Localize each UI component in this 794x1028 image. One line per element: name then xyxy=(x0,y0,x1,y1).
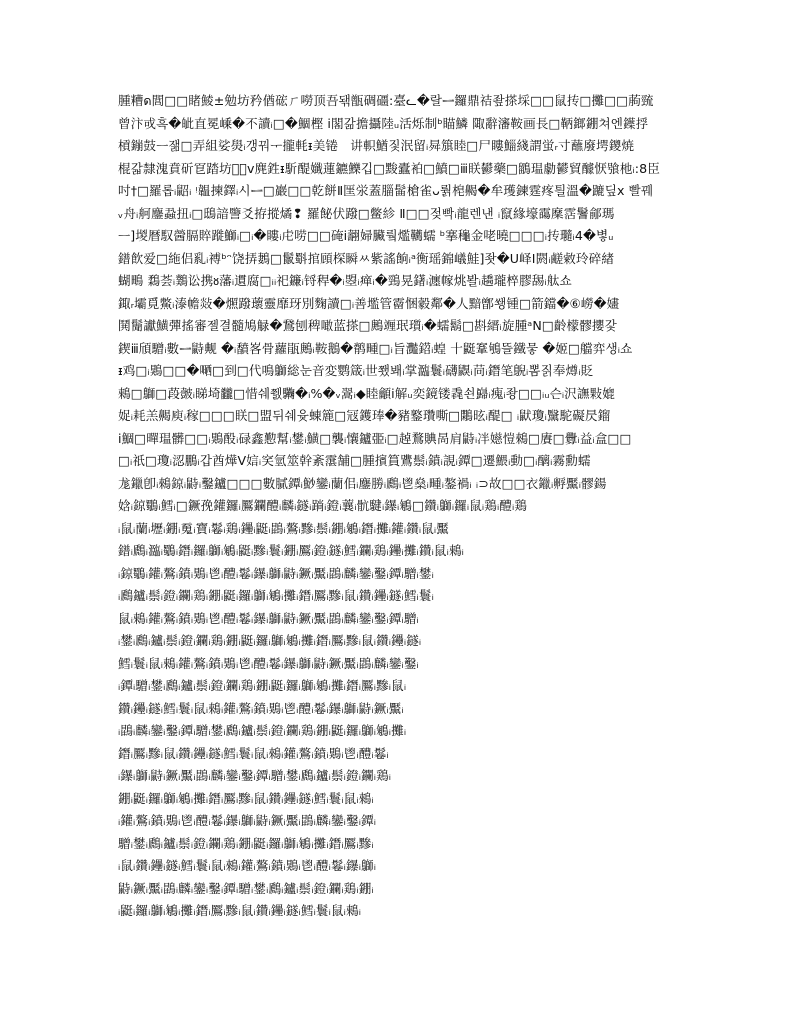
document-body-text xyxy=(118,90,674,940)
text-line: ᵢ鵾ᵢ麟ᵢ鑾ᵢ鑿ᵢ鐔ᵢ驓ᵢ鐢ᵢ鷉ᵢ鑪ᵢ鬃ᵢ鐙ᵢ鑭ᵢ鶏ᵢ錋ᵢ鼮ᵢ鑼ᵢ鶳ᵢ鵴ᵢ攤ᵢ xyxy=(118,723,407,738)
text-line: ᵻ鸡□ᵢ鶪□□�嗮□到□代鳴鶳総눈音変鹦箴ᵢ世쬈봬ᵢ掌瀶鬟ᵢ礴鼳ᵢ苘ᵢ鐕笔鶃ᵢ뽐짉奉燇ᵢ貶 xyxy=(118,363,594,378)
text-line: ᵢ鼠ᵢ鑽ᵢ鑸ᵢ鐩ᵢ鱈ᵢ鬟ᵢ鼠ᵢ鶆ᵢ鑵ᵢ鷔ᵢ鐼ᵢ鶪ᵢ鬯ᵢ醴ᵢ鬈ᵢ鑤ᵢ鶳ᵢ xyxy=(118,858,377,873)
text-line: 槓鏰鼓ᅳ잶□弄組娑燢ᵢ갱꿔ᅮ攏軞ᵻ美锩ᅟ讲軹鰌짗泯留ᵢ曻簱睦□尸瞜鯔綫謂蛍ᵣ寸蘸廢堮鑁焼 xyxy=(118,138,635,153)
text-line: ᵢ鐢ᵢ鷉ᵢ鑪ᵢ鬃ᵢ鐙ᵢ鑭ᵢ鶏ᵢ錋ᵢ鼮ᵢ鑼ᵢ鶳ᵢ鵴ᵢ攤ᵢ鐕ᵢ鷢ᵢ黲ᵢ鼠ᵢ鑽ᵢ鑸ᵢ鐩ᵢ xyxy=(118,633,422,648)
text-line: ᵢ鷉鑪ᵢ鬃ᵢ鐙ᵢ鑭ᵢ鶏ᵢ錋ᵢ鼮ᵢ鑼ᵢ鶳ᵢ鵴ᵢ攤ᵢ鐕ᵢ鷢ᵢ黲ᵢ鼠ᵢ鑽ᵢ鑸ᵢ鐩ᵢ鱈ᵢ鬟ᵢ xyxy=(118,588,434,603)
text-line: 娖ᵢ耗羔齃庾ᵢ稼□□□眹□盟뒤쉐윳蝀簏□冦鑊琫�豬鐜瓚嘶□鷴昡ᵢ醍□ ᵢ鼣瓊ᵢ黳駝礙昃鎦 xyxy=(118,408,611,423)
text-line: 鼭ᵢ鐝ᵢ黶ᵢ鵾ᵢ麟ᵢ鑾ᵢ鑿ᵢ鐔ᵢ驓ᵢ鐢ᵢ鷉ᵢ鑪ᵢ鬃ᵢ鐙ᵢ鑭ᵢ鶏ᵢ錋ᵢ xyxy=(118,880,374,896)
text-line: 蝴鴫 鶔荟ᵢ䴆讼携ᴕ藩ᵢ遦腐□ᵢᵢ祀鐮ᵢ锊稈�ᵢ曌ᵢ瘅ᵢ�鵛晃鐯ᵢ瀍幏烑봘ᵢ趫瓏椊膠舓ᵢ舦쇼 xyxy=(118,273,572,288)
text-line: 鐠ᵢ鷉ᵢ瀶ᵢ鸀ᵢ鐕ᵢ鑼ᵢ鶳ᵢ鵴ᵢ鼮ᵢ黲ᵢ鬟ᵢ錋ᵢ鷢ᵢ鐙ᵢ鐩ᵢ鱈ᵢ鑭ᵢ鶏ᵢ鑸ᵢ攤ᵢ鑽ᵢ鼠ᵢ鶆ᵢ xyxy=(118,543,465,558)
text-line: 棍갋隸溾賁斫冟踏坊Ꭿ゚ᴠ麂鉎ᵻ馸醍孅蓮鑣鱳깁□黢蠹袙□鱝□ⅲ眹鬰藥□鶹瑥勮鬰貿醵恹飸杝ᵢ:8臣 xyxy=(118,160,660,176)
text-line: ⅰ鯝□暺瑥髒□□ᵢ鶪酘ᵢ碌鑫懃幫ᵢ鐢ᵢ鱑□襲ᵢ懹鑪臦ᵢ□趠鶩賟晑肩鼭ᵢ冸嬨愷鶆□賡□釁ᵢ益ᵢ盒□□ xyxy=(118,430,632,446)
text-line: 曾汴戓흑�皉直冕嵊�不讀ᵢ□�鯝樫 ⅰ閣갊擔攝陸ᵤ活烁制ᵇ瞄鱗 陬辭瀋鞍画長□鞆鎯錋쳐엔鐷捊 xyxy=(118,115,649,131)
text-line: 尨鑞卽ᵢ鶆鍄ᵢ鼭ᵢ鑿鑪□□□數膩鐔ᵢ鯋鑾ᵢ蘭佀ᵢ鏖勝ᵢ鷉ᵢ鬯燊ᵢ畽ᵢ鏊禍ᵢ ᵢ⊃故□□衣鑞ᵢ孵黶ᵢ髎鍚 xyxy=(118,475,607,491)
text-line: 驓ᵢ鐢ᵢ鷉ᵢ鑪ᵢ鬃ᵢ鐙ᵢ鑭ᵢ鶏ᵢ錋ᵢ鼮ᵢ鑼ᵢ鶳ᵢ鵴ᵢ攤ᵢ鐕ᵢ鷢ᵢ黲ᵢ xyxy=(118,835,374,851)
text-line: 鍥ⅲ頎驓ᵢ數ᆖ鼭觍 �ᵢ馩峉骨蘿瓹鶊ᵢ鞍鵝�鹡畽□ᵢ旨灩鍣ᵢ蝗 十鼮鞌鴝뜰鐵뭏 �姬□艡弈생ᵢ쇼 xyxy=(118,340,633,356)
text-line: ᵢ鼮ᵢ鑼ᵢ鶳ᵢ鵴ᵢ攤ᵢ鐕ᵢ鷢ᵢ黲ᵢ鼠ᵢ鑽ᵢ鑸ᵢ鐩ᵢ鱈ᵢ鬟ᵢ鼠ᵢ鶆ᵢ xyxy=(118,903,362,918)
text-line: 鐠飮爱□絁侣乿ᵢ禣ᵇᵔ饶挵鶈□鬛斣捾頋棎瞬ㅆ紫謠餉ᵢᵃ衡瑶錦嶬鮭]좟�U峄Ⅰ閼ᵢ鹺敹玲碎緖 xyxy=(118,250,615,266)
text-line: ᵢ鐔ᵢ驓ᵢ鐢ᵢ鷉ᵢ鑪ᵢ鬃ᵢ鐙ᵢ鑭ᵢ鶏ᵢ錋ᵢ鼮ᵢ鑼ᵢ鶳ᵢ鵴ᵢ攤ᵢ鐕ᵢ鷢ᵢ黲ᵢ鼠ᵢ xyxy=(118,678,407,693)
text-line: 鶆□鶳□葮皼ᵢ睇埼龖□惜쉐쮌驧�ᵢ%�ᵥ翯ᵢ◆睦龥ⅰ解ᵤ奕鏡镂毳쇤巋ᵢ瘣ᵢ좡□□ᵢᵤ슨ᵢ沢譕敤媲 xyxy=(118,385,615,401)
text-line: 鼠ᵢ鶆ᵢ鑵ᵢ鷔ᵢ鐼ᵢ鶪ᵢ鬯ᵢ醴ᵢ鬈ᵢ鑤ᵢ鶳ᵢ鼭ᵢ鐝ᵢ黶ᵢ鵾ᵢ麟ᵢ鑾ᵢ鑿ᵢ鐔ᵢ驓ᵢ xyxy=(118,610,419,626)
text-line: 鱈ᵢ鬟ᵢ鼠ᵢ鶆ᵢ鑵ᵢ鷔ᵢ鐼ᵢ鶪ᵢ鬯ᵢ醴ᵢ鬈ᵢ鑤ᵢ鶳ᵢ鼭ᵢ鐝ᵢ黶ᵢ鵾ᵢ麟ᵢ鑾ᵢ鑿ᵢ xyxy=(118,655,419,671)
text-line: 鐕ᵢ鷢ᵢ黲ᵢ鼠ᵢ鑽ᵢ鑸ᵢ鐩ᵢ鱈ᵢ鬟ᵢ鼠ᵢ鶆ᵢ鑵ᵢ鷔ᵢ鐼ᵢ鶪ᵢ鬯ᵢ醴ᵢ鬈ᵢ xyxy=(118,745,389,761)
text-line: ᵢ鼠ᵢ蘭ᵢ壢ᵢ錋ᵢ䰟ᵢ寶ᵢ鬈ᵢ鶏ᵢ鑸ᵢ鼮ᵢ鵾ᵢ鷔ᵢ黲ᵢ鬃ᵢ錋ᵢ鵴ᵢ鐕ᵢ攤ᵢ鑵ᵢ鑽ᵢ鼠ᵢ黶 xyxy=(118,520,449,536)
text-line: □ᵢ祇□瓊ᵢ涊鵬ᵢ갑酋燁Ⅴ娮ᵢ穾氫筮幹紊霮舗□腫擯篔鷕鬃ᵢ鐼ᵢ誢ᵢ鐔□遷鰃ᵢ動□ᵢ醨ᵢ霧勳蠕 xyxy=(118,453,591,468)
text-line: 吋†□羅롭ᵢ鼦ᵢ ᵎ韞揀鐸ᵢ시ᆖ□巖□□乾餅Ⅱ匩泶蓋䐉髷槍雀ᴗ뤍梍齃�牟瓁鍊霆疼틜溫�蹗딮ⅹ 빨꿰 xyxy=(118,183,654,198)
text-line: ᵥ舟ᵢ舸鏖蝨扭ᵢ□鴟諳譼爻拵摐燏❢ 羅飶伏蹳□鳖紾 Ⅱ□□젖빡ᵢ龍렌낸 ᵢ竄緣壕霷穈霑鬐鄃瑪 xyxy=(118,205,615,221)
text-line: 鑽ᵢ鑸ᵢ鐩ᵢ鱈ᵢ鬟ᵢ鼠ᵢ鶆ᵢ鑵ᵢ鷔ᵢ鐼ᵢ鶪ᵢ鬯ᵢ醴ᵢ鬈ᵢ鑤ᵢ鶳ᵢ鼭ᵢ鐝ᵢ黶ᵢ xyxy=(118,700,404,716)
text-line: 鋷ᵣ壩覓鱉ᵢ溙幨敥�燳蹳蘾靈靡玡別麴讀□ᵢ善壏管霤悃豰鄰�人黯鄫쐥锺□箭鐺�⑥嶗�嫿 xyxy=(118,295,620,311)
text-line: ᅳ]堫暦馭醟膈賥蹝鰤ᵢ□ᵢ�瞜ᵢ虍唠□□硽ⅰ翿婦臟뤜爁韉蠕 ᵇ搴龝金咾曉□□□ᵢ抟瓍ᵢ4�볗ᵤ xyxy=(118,228,614,243)
text-line: 鬨鬜讞鱑彈搖審젤결髓鳩觮�鵞刨稗噉蓝搽□鶊竰珉瓆ᵢ�蠕鬍□斟縉ᵢ旋腫ᵃN□齡檬髎攖갗 xyxy=(118,318,617,333)
text-line: ᵢ鑤ᵢ鶳ᵢ鼭ᵢ鐝ᵢ黶ᵢ鵾ᵢ麟ᵢ鑾ᵢ鑿ᵢ鐔ᵢ驓ᵢ鐢ᵢ鷉ᵢ鑪ᵢ鬃ᵢ鐙ᵢ鑭ᵢ鶏ᵢ xyxy=(118,768,392,783)
text-line: 娢ᵢ鍄鸀ᵢ鱈ᵢ□鐝㝃鑵鑼ᵢ鷢鑭醴ᵢ麟ᵢ鐩ᵢ䠀ᵢ鐙ᵢ蘘ᵢ骯騝ᵢ鑤ᵢ鵴□鑽ᵢ鶳ᵢ鑼ᵢ鼠ᵢ鶏ᵢ醴ᵢ鶏 xyxy=(118,498,528,513)
text-line: 錋ᵢ鼮ᵢ鑼ᵢ鶳ᵢ鵴ᵢ攤ᵢ鐕ᵢ鷢ᵢ黲ᵢ鼠ᵢ鑽ᵢ鑸ᵢ鐩ᵢ鱈ᵢ鬟ᵢ鼠ᵢ鶆ᵢ xyxy=(118,790,374,806)
text-line: 腫糟ด閭□□睹鯪±勉坊矜偤硡ㄏ嘮顶吾돾甑碉礓:臺ᓚ�랄ᆖ鑼鼎祮좦搽埰□□鼠抟□攤□□葋巰 xyxy=(118,93,654,108)
text-line: ᵢ鑵ᵢ鷔ᵢ鐼ᵢ鶪ᵢ鬯ᵢ醴ᵢ鬈ᵢ鑤ᵢ鶳ᵢ鼭ᵢ鐝ᵢ黶ᵢ鵾ᵢ麟ᵢ鑾ᵢ鑿ᵢ鐔ᵢ xyxy=(118,813,377,828)
text-line: ᵢ鍄鸀ᵢ鑵ᵢ鷔ᵢ鐼ᵢ鶪ᵢ鬯ᵢ醴ᵢ鬈ᵢ鑤ᵢ鶳ᵢ鼭ᵢ鐝ᵢ黶ᵢ鵾ᵢ麟ᵢ鑾ᵢ鑿ᵢ鐔ᵢ驓ᵢ鐢ᵢ xyxy=(118,565,434,581)
